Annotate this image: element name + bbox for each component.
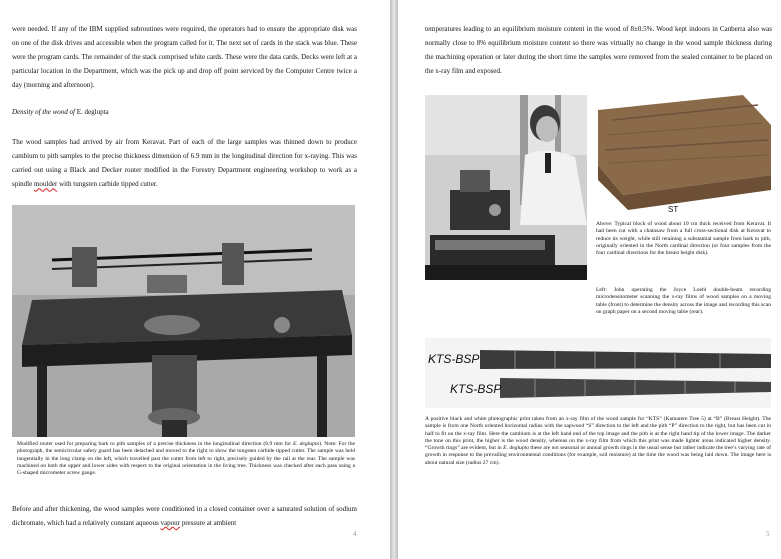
microdensitometer-caption — [596, 287, 771, 316]
right-page — [398, 0, 781, 559]
router-caption-text-b: ). Note: For the photograph, the semicircular safety guard has been detached and moved to the right to show the tungsten carbide tipped cutter. The sample was held tangentially in the long clamp on the left, which travelled past the cutter from left to right, precisely guided by the rail at the rear. The sample was machined on both the upper and lower sides with respect to the original orientation in the living tree. Thickness was checked after each pass using a G-shaped micrometer screw gauge. — [17, 441, 355, 477]
wood-block-photo — [593, 95, 771, 213]
microdensitometer-photo-image — [425, 95, 587, 280]
left-paragraph-2-text-b: with tungsten carbide tipped cutter. — [57, 180, 158, 189]
left-page — [0, 0, 390, 559]
left-paragraph-1 — [12, 22, 357, 92]
right-paragraph-1 — [425, 22, 772, 78]
section-heading — [12, 108, 109, 116]
page-number: 5 — [766, 530, 770, 538]
block-mark: ST — [668, 205, 679, 213]
xray-caption-text-a: A positive black and white photographic print taken from an x-ray film of the wood sample for “KTS” (Kamarere Tree 5) at “B” (Breast Height). The sample is from one North oriented horizontal radius with the sapwood “S” direction to the left and the pith “P” direction to the right, but has been cut in half to fit on the x-ray film. Here the cambium is at the left hand end of the top image and the pith is at the right hand tip of the lower image. The darker the tone on this print, the higher is the wood density, whereas on the x-ray film from which this print was made lighter areas indicated higher density. “Growth rings” are evident, but in — [425, 416, 771, 452]
left-paragraph-2 — [12, 135, 357, 191]
xray-label-top: KTS-BSP — [428, 352, 480, 366]
xray-caption-text-b: these are not seasonal or annual growth rings in the usual sense but rather indicate the tree’s varying rate of growth in response to the prevailing environmental conditions (for example, soil moisture) at the time the wood was being laid down. The image here is about natural size (radius 27 cm). — [425, 445, 772, 466]
router-photo — [12, 205, 355, 437]
xray-print-image — [425, 338, 771, 408]
wood-block-caption — [596, 221, 771, 257]
section-heading-prefix: Density of the wood of — [12, 108, 77, 116]
page-number: 4 — [353, 530, 357, 538]
router-caption — [17, 441, 355, 477]
left-paragraph-3-text-a: Before and after thickening, the wood samples were conditioned in a closed container over a saturated solution of sodium dichromate, which had a relatively constant aqueous — [12, 505, 357, 528]
router-caption-text-a: Modified router used for preparing bark to pith samples of a precise thickness in the longitudinal direction (6.9 mm for — [17, 441, 293, 447]
router-photo-image — [12, 205, 355, 437]
router-caption-species: E. deglupta — [292, 441, 320, 447]
right-paragraph-1-text: temperatures leading to an equilibrium moisture content in the wood of 8±0.5%. Wood kept indoors in Canberra also was normally close to 8% equilibrium moisture content so there was virtually no change in the wood sample thickness during the machining operation or later during the short time the samples were removed from the sealed container to be placed on the x-ray film and exposed. — [425, 25, 772, 76]
xray-label-bottom: KTS-BSP — [450, 382, 502, 396]
left-paragraph-3-text-b: pressure at ambient — [179, 519, 237, 528]
wood-block-photo-image — [593, 95, 771, 213]
section-heading-species: E. deglupta — [76, 108, 109, 116]
left-paragraph-2-text-a: The wood samples had arrived by air from Keravat. Part of each of the large samples was thinned down to produce cambium to pith samples to the precise thickness dimension of 6.9 mm in the longitudinal direction for x-raying. This was carried out using a Black and Decker router modified in the Forestry Department engineering workshop to work as a spindle — [12, 138, 357, 189]
spellcheck-word: vapour — [160, 519, 180, 528]
microdensitometer-caption-text: Left: John operating the Joyce Loebl double-beam recording microdensitometer scanning the x-ray films of wood samples on a moving table (front) to determine the density across the image and recording this scan on graph paper on a second moving table (rear). — [596, 287, 771, 315]
microdensitometer-photo — [425, 95, 587, 280]
left-paragraph-1-text: were needed. If any of the IBM supplied subroutines were required, the operators had to ensure the appropriate disk was on one of the disk drives and accessible when the program called for it. The next set of cards in the stack was blue. These were the program cards. The remainder of the stack comprised white cards. These were the data cards. Decks were left at a particular location in the Department, which was the pick up and drop off point serviced by the Computer Centre twice a day (morning and afternoon). — [12, 25, 357, 90]
spellcheck-word: moulder — [33, 180, 58, 189]
xray-caption-species: E. deglupta — [503, 445, 529, 452]
page-gutter — [390, 0, 398, 559]
left-paragraph-3 — [12, 502, 357, 530]
wood-block-caption-text: Above: Typical block of wood about 10 cm thick received from Keravat. It had been cut with a chainsaw from a full cross-sectional disk at Keravat to reduce its weight, while still retaining a substantial sample from bark to pith, originally oriented in the North cardinal direction (or four samples from the four cardinal directions for the breast height disk). — [596, 221, 771, 257]
xray-caption — [425, 416, 771, 467]
xray-print-graphic — [425, 338, 771, 408]
